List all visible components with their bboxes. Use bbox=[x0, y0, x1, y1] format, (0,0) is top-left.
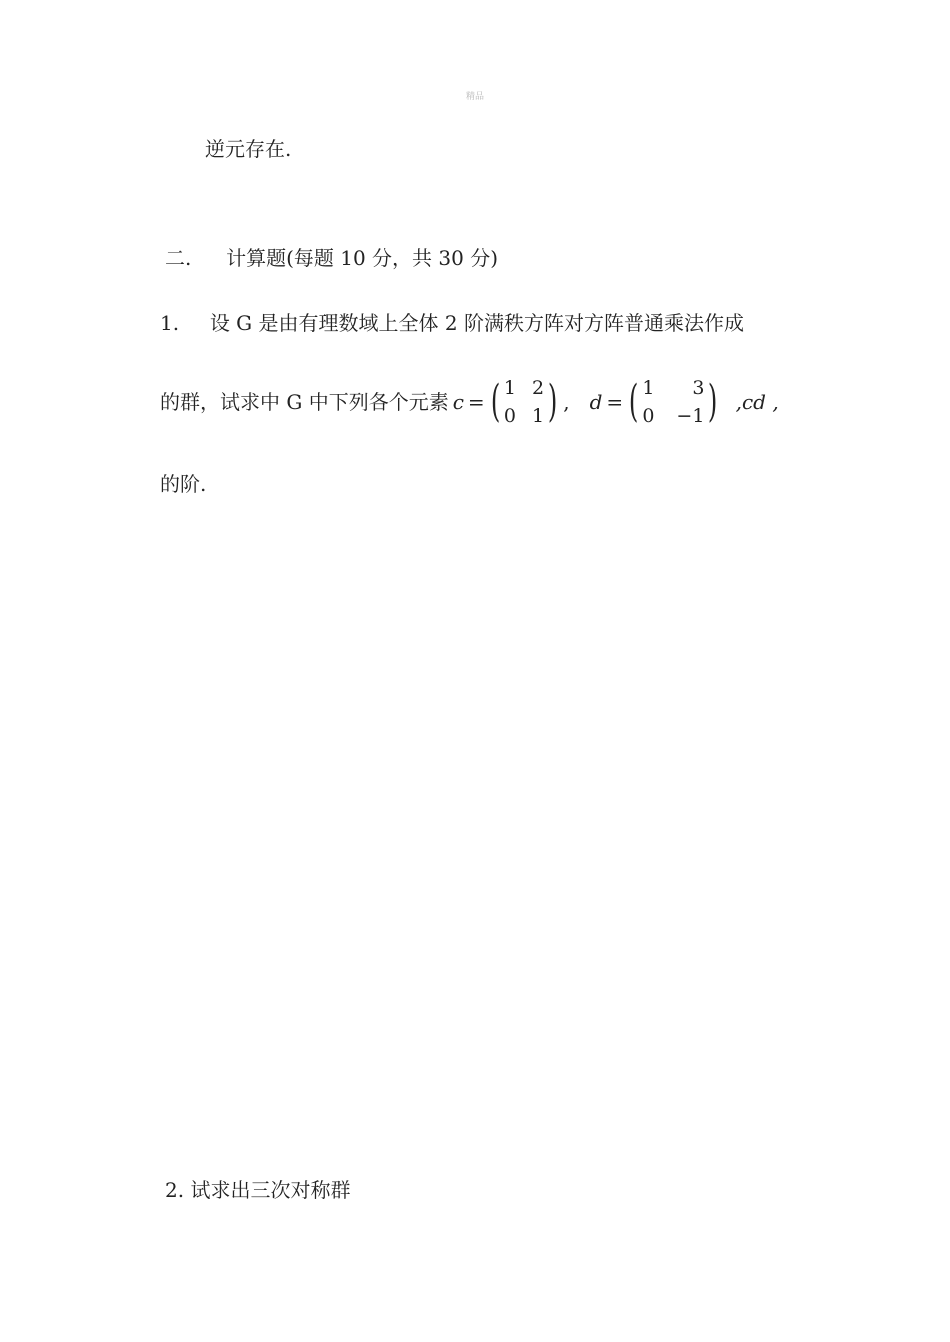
matrix-cell: 1 bbox=[503, 377, 516, 399]
matrix-cell: 0 bbox=[503, 405, 516, 427]
matrix-cell: 2 bbox=[531, 377, 545, 399]
question-2-text: 2. 试求出三次对称群 bbox=[165, 1178, 351, 1202]
comma: , bbox=[563, 390, 570, 414]
cd-text: ,cd , bbox=[735, 390, 779, 414]
section-heading bbox=[165, 246, 498, 270]
right-paren: ) bbox=[547, 376, 558, 427]
var-c: c bbox=[452, 390, 464, 414]
left-paren: ( bbox=[629, 376, 639, 427]
matrix-cell: 0 bbox=[642, 405, 655, 427]
question-1-line-3: 的阶. bbox=[160, 472, 207, 496]
matrix-d bbox=[625, 371, 721, 433]
matrix-cell: 3 bbox=[692, 377, 705, 399]
watermark: 精品 bbox=[465, 92, 484, 102]
question-1-line-2 bbox=[160, 371, 779, 433]
equals-sign: = bbox=[467, 390, 485, 414]
section-title: 计算题(每题 10 分，共 30 分) bbox=[226, 246, 499, 270]
previous-line-text: 逆元存在. bbox=[205, 137, 292, 161]
matrix-cell: −1 bbox=[676, 405, 705, 427]
question-1-line-1 bbox=[160, 311, 744, 335]
matrix-cell: 1 bbox=[642, 377, 655, 399]
matrix-cell: 1 bbox=[531, 405, 545, 427]
right-paren: ) bbox=[708, 376, 718, 427]
question-1-number: 1. bbox=[160, 311, 180, 335]
equals-sign: = bbox=[606, 390, 624, 414]
question-1-line-2-text: 的群，试求中 G 中下列各个元素 bbox=[160, 390, 449, 414]
matrix-c bbox=[487, 371, 562, 433]
var-d: d bbox=[589, 390, 603, 414]
left-paren: ( bbox=[490, 376, 500, 427]
section-number: 二. bbox=[165, 246, 192, 270]
question-1-text: 设 G 是由有理数域上全体 2 阶满秩方阵对方阵普通乘法作成 bbox=[209, 311, 744, 335]
